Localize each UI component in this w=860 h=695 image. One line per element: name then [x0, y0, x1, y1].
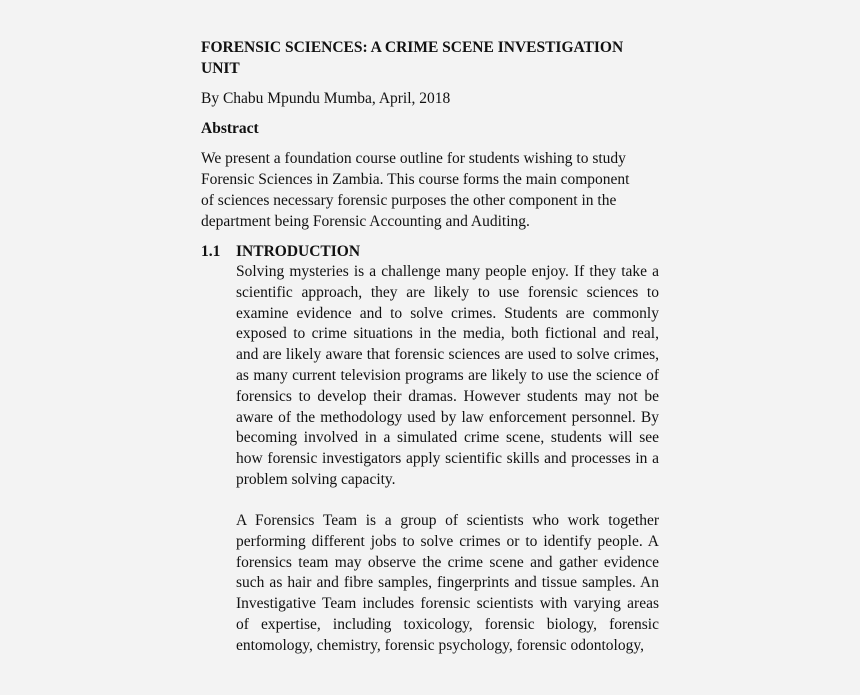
- intro-paragraph-1: Solving mysteries is a challenge many people enjoy. If they take a scientific approach, they are likely to use forensic sciences to examine evidence and to solve crimes. Students are commonly exposed to crime situations in the media, both fictional and real, and are likely aware that forensic sciences are used to solve crimes, as many current television programs are likely to use the science of forensics to develop their dramas. However students may not be aware of the methodology used by law enforcement personnel. By becoming involved in a simulated crime scene, students will see how forensic investigators apply scientific skills and processes in a problem solving capacity.: [236, 263, 659, 488]
- section-number: 1.1: [201, 243, 221, 260]
- section-heading: [201, 241, 360, 262]
- abstract-text: We present a foundation course outline for students wishing to study Forensic Sciences in Zambia. This course forms the main component of sciences necessary forensic purposes the other component in the department being Forensic Accounting and Auditing.: [201, 150, 630, 230]
- abstract-heading: Abstract: [201, 120, 259, 137]
- document-title: FORENSIC SCIENCES: A CRIME SCENE INVESTIGATION UNIT: [201, 39, 624, 77]
- author-byline: By Chabu Mpundu Mumba, April, 2018: [201, 90, 451, 107]
- section-title: INTRODUCTION: [236, 243, 361, 260]
- intro-paragraph-2: A Forensics Team is a group of scientists who work together performing different jobs to solve crimes or to identify people. A forensics team may observe the crime scene and gather evidence such as hair and fibre samples, fingerprints and tissue samples. An Investigative Team includes forensic scientists with varying areas of expertise, including toxicology, forensic biology, forensic entomology, chemistry, forensic psychology, forensic odontology,: [236, 512, 659, 654]
